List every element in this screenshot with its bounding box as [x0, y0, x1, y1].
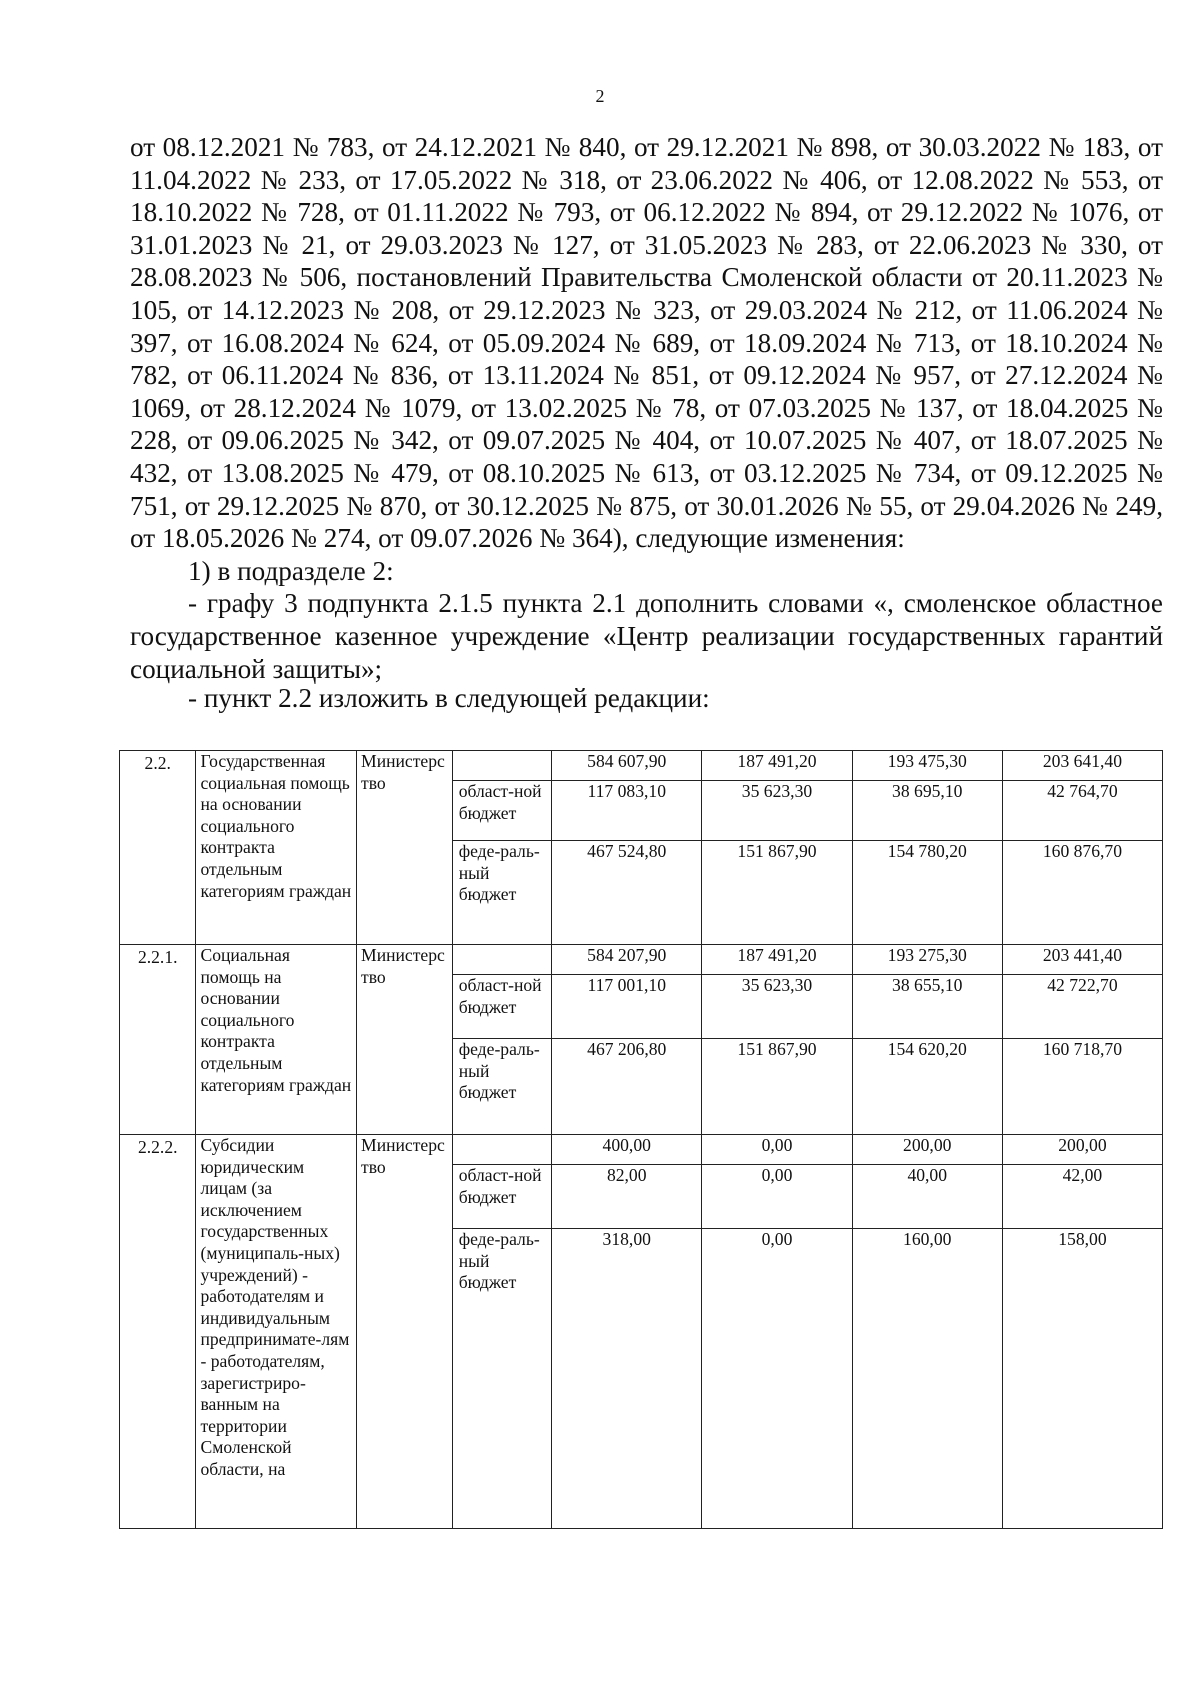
- budget-value-year-3: 38 695,10: [852, 781, 1002, 841]
- funding-source: [452, 751, 551, 781]
- funding-source: област-ной бюджет: [452, 781, 551, 841]
- table-row: [120, 751, 1163, 781]
- budget-value-year-2: 151 867,90: [702, 841, 852, 945]
- funding-source: феде-раль-ный бюджет: [452, 1039, 551, 1135]
- budget-value-year-1: 117 001,10: [552, 975, 702, 1039]
- budget-value-year-4: 160 876,70: [1002, 841, 1162, 945]
- budget-value-year-3: 38 655,10: [852, 975, 1002, 1039]
- executor: Министерство: [357, 1135, 453, 1529]
- budget-value-year-2: 187 491,20: [702, 751, 852, 781]
- budget-value-year-3: 154 780,20: [852, 841, 1002, 945]
- budget-value-year-2: 35 623,30: [702, 975, 852, 1039]
- budget-value-year-2: 0,00: [702, 1135, 852, 1165]
- budget-table: [119, 750, 1163, 1529]
- table-row: [120, 1135, 1163, 1165]
- funding-source: област-ной бюджет: [452, 1165, 551, 1229]
- budget-value-year-4: 42,00: [1002, 1165, 1162, 1229]
- row-number: 2.2.: [120, 751, 196, 945]
- budget-value-year-1: 467 206,80: [552, 1039, 702, 1135]
- budget-value-year-4: 203 441,40: [1002, 945, 1162, 975]
- executor: Министерство: [357, 751, 453, 945]
- budget-value-year-4: 160 718,70: [1002, 1039, 1162, 1135]
- budget-value-year-4: 42 764,70: [1002, 781, 1162, 841]
- measure-name: Субсидии юридическим лицам (за исключением государственных (муниципаль-ных) учреждений) - работодателям и индивидуальным предпринимате-лям - работодателям, зарегистриро-ванным на территории Смоленской области, на: [196, 1135, 357, 1529]
- funding-source: феде-раль-ный бюджет: [452, 1229, 551, 1529]
- budget-value-year-2: 0,00: [702, 1229, 852, 1529]
- budget-value-year-1: 584 207,90: [552, 945, 702, 975]
- budget-value-year-3: 200,00: [852, 1135, 1002, 1165]
- executor: Министерство: [357, 945, 453, 1135]
- budget-value-year-3: 40,00: [852, 1165, 1002, 1229]
- budget-value-year-3: 154 620,20: [852, 1039, 1002, 1135]
- budget-value-year-4: 158,00: [1002, 1229, 1162, 1529]
- paragraph-amendments-list: от 08.12.2021 № 783, от 24.12.2021 № 840, от 29.12.2021 № 898, от 30.03.2022 № 183, от 11.04.2022 № 233, от 17.05.2022 № 318, от 23.06.2022 № 406, от 12.08.2022 № 553, от 18.10.2022 № 728, от 01.11.2022 № 793, от 06.12.2022 № 894, от 29.12.2022 № 1076, от 31.01.2023 № 21, от 29.03.2023 № 127, от 31.05.2023 № 283, от 22.06.2023 № 330, от 28.08.2023 № 506, постановлений Правительства Смоленской области от 20.11.2023 № 105, от 14.12.2023 № 208, от 29.12.2023 № 323, от 29.03.2024 № 212, от 11.06.2024 № 397, от 16.08.2024 № 624, от 05.09.2024 № 689, от 18.09.2024 № 713, от 18.10.2024 № 782, от 06.11.2024 № 836, от 13.11.2024 № 851, от 09.12.2024 № 957, от 27.12.2024 № 1069, от 28.12.2024 № 1079, от 13.02.2025 № 78, от 07.03.2025 № 137, от 18.04.2025 № 228, от 09.06.2025 № 342, от 09.07.2025 № 404, от 10.07.2025 № 407, от 18.07.2025 № 432, от 13.08.2025 № 479, от 08.10.2025 № 613, от 03.12.2025 № 734, от 09.12.2025 № 751, от 29.12.2025 № 870, от 30.12.2025 № 875, от 30.01.2026 № 55, от 29.04.2026 № 249, от 18.05.2026 № 274, от 09.07.2026 № 364), следующие изменения:: [130, 132, 1163, 554]
- budget-value-year-2: 187 491,20: [702, 945, 852, 975]
- paragraph-point-change: - пункт 2.2 изложить в следующей редакции:: [188, 683, 710, 714]
- funding-source: феде-раль-ный бюджет: [452, 841, 551, 945]
- page-number: 2: [595, 86, 605, 106]
- paragraph-column-change: - графу 3 подпункта 2.1.5 пункта 2.1 дополнить словами «, смоленское областное государственное казенное учреждение «Центр реализации государственных гарантий социальной защиты»;: [130, 588, 1163, 684]
- budget-value-year-4: 200,00: [1002, 1135, 1162, 1165]
- measure-name: Государственная социальная помощь на основании социального контракта отдельным категориям граждан: [196, 751, 357, 945]
- funding-source: [452, 945, 551, 975]
- budget-value-year-3: 193 475,30: [852, 751, 1002, 781]
- budget-value-year-2: 151 867,90: [702, 1039, 852, 1135]
- budget-value-year-4: 42 722,70: [1002, 975, 1162, 1039]
- budget-value-year-2: 0,00: [702, 1165, 852, 1229]
- funding-source: [452, 1135, 551, 1165]
- budget-value-year-1: 584 607,90: [552, 751, 702, 781]
- budget-value-year-2: 35 623,30: [702, 781, 852, 841]
- budget-value-year-1: 400,00: [552, 1135, 702, 1165]
- budget-value-year-3: 160,00: [852, 1229, 1002, 1529]
- document-body: [130, 131, 1163, 714]
- budget-value-year-4: 203 641,40: [1002, 751, 1162, 781]
- measure-name: Социальная помощь на основании социального контракта отдельным категориям граждан: [196, 945, 357, 1135]
- table-row: [120, 945, 1163, 975]
- row-number: 2.2.2.: [120, 1135, 196, 1529]
- budget-value-year-1: 117 083,10: [552, 781, 702, 841]
- funding-source: област-ной бюджет: [452, 975, 551, 1039]
- paragraph-subsection: 1) в подразделе 2:: [188, 555, 394, 586]
- row-number: 2.2.1.: [120, 945, 196, 1135]
- budget-value-year-1: 467 524,80: [552, 841, 702, 945]
- budget-value-year-1: 82,00: [552, 1165, 702, 1229]
- budget-value-year-3: 193 275,30: [852, 945, 1002, 975]
- budget-value-year-1: 318,00: [552, 1229, 702, 1529]
